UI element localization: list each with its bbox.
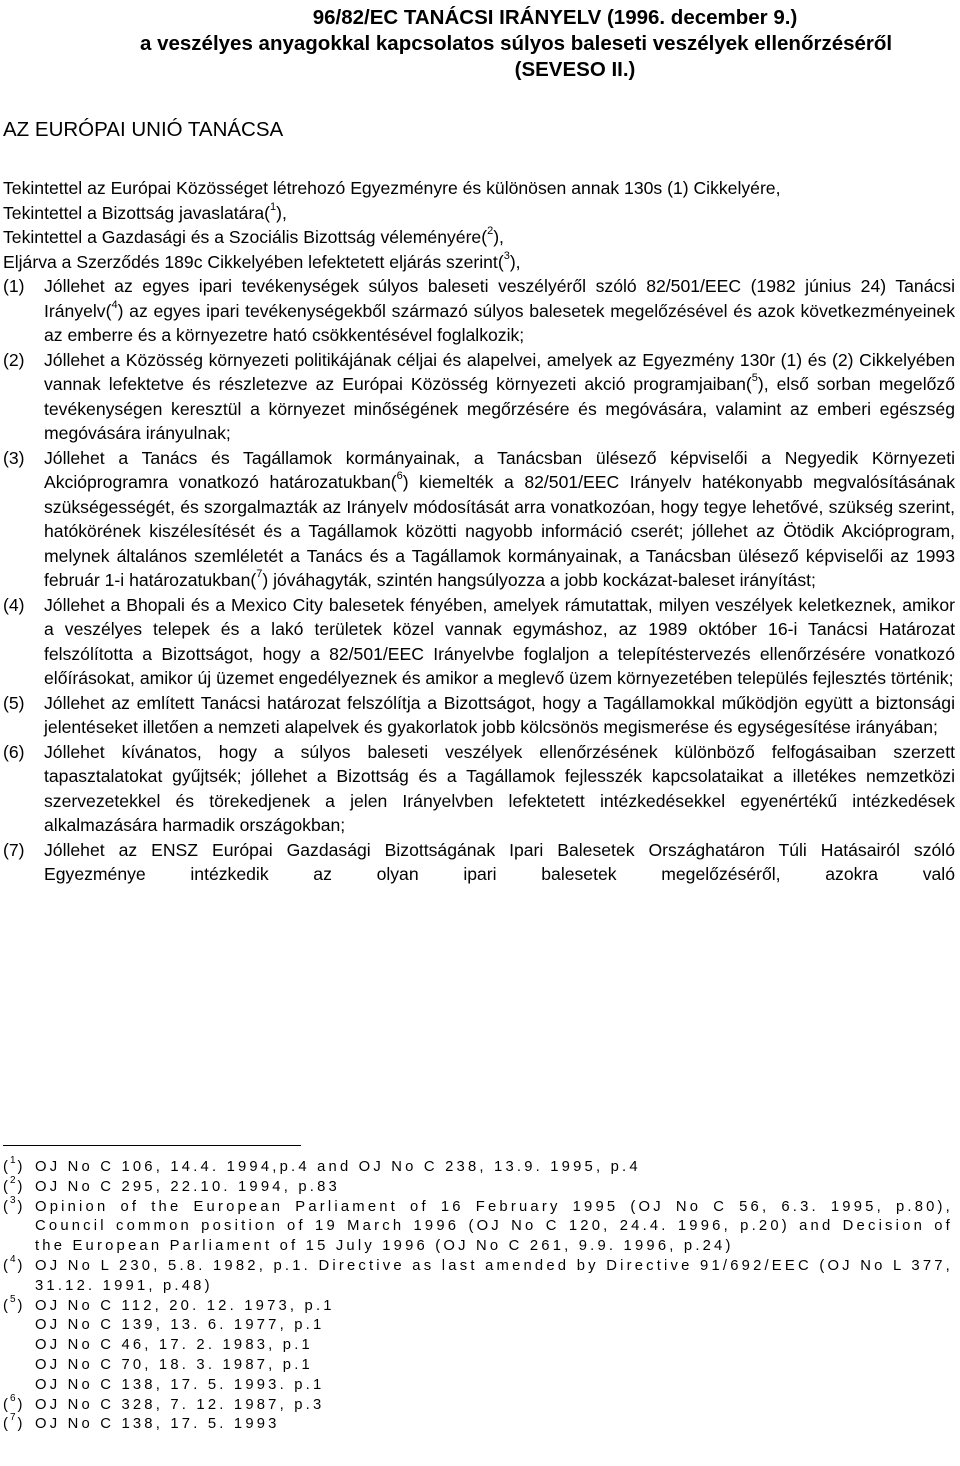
footnote-ref: 1	[269, 200, 277, 213]
recital-text: Jóllehet a Közösség környezeti politikájának céljai és alapelvei, amelyek az Egyezmény 130r (1) és (2) Cikkelyében vannak lefektetve és részletezve az Európai Közösség környezeti akció programjaiban($^5$), első sorban megelőző tevékenységen keresztül a környezet minőségének megőrzésére és megóvására, valamint az emberi egészség megóvására irányulnak;	[44, 349, 955, 443]
citation-1: Tekintettel az Európai Közösséget létrehozó Egyezményre és különösen annak 130s (1) Cikkelyére,	[3, 178, 781, 198]
footnote-6	[3, 1392, 953, 1416]
footnote-7	[3, 1412, 953, 1435]
footnote-mark: ($^3$)	[3, 1194, 25, 1215]
recital-number: (7)	[3, 839, 25, 860]
recital-number: (2)	[3, 349, 25, 370]
footnote-ref: 3	[503, 249, 510, 262]
footnote-text	[35, 1297, 953, 1396]
recital-text: Jóllehet a Tanács és Tagállamok kormányainak, a Tanácsban ülésező képviselői a Negyedik Környezeti Akcióprogramra vonatkozó határozatukban($^6$) kiemelték a 82/501/EEC Irányelv hatékonyabb megvalósításának szükségességét, és szorgalmazták az Irányelv módosítását arra vonatkozóan, hogy tegye lehetővé, szükség szerint, hatókörének kiszélesítését és a Tagállamok közötti nagyobb információ cserét; jóllehet az Ötödik Akcióprogram, melynek általános szemléletét a Tanács és a Tagállamok kormányainak, a Tanácsban ülésező képviselői az 1993 február 1-i határozatukban($^7$) jóváhagyták, szintén hangsúlyozza a jobb kockázat-baleset irányítást;	[44, 447, 955, 590]
recital-text: Jóllehet a Bhopali és a Mexico City balesetek fényében, amelyek rámutattak, milyen veszélyek keletkeznek, amikor a veszélyes telepek és a lakó területek közel vannak egymáshoz, az 1989 október 16-i Tanácsi Határozat felszólította a Bizottságot, hogy a 82/501/EEC Irányelvbe foglaljon a telepítéstervezés ellenőrzésére vonatkozó előírásokat, amikor új üzemet engedélyeznek és amikor a meglevő üzem környezetében település fejlesztés történik;	[44, 594, 955, 688]
footnote-line: OJ No C 138, 17. 5. 1993. p.1	[35, 1376, 325, 1393]
footnote-ref: 5	[751, 372, 758, 385]
footnote-line: OJ No C 139, 13. 6. 1977, p.1	[35, 1317, 325, 1334]
recital-number: (6)	[3, 741, 25, 762]
footnote-2	[3, 1174, 953, 1198]
recital-number: (5)	[3, 692, 25, 713]
recital-7	[3, 838, 955, 887]
recital-1	[3, 274, 955, 348]
recital-2	[3, 348, 955, 446]
footnote-ref: 2	[487, 225, 494, 238]
footnote-ref: 4	[111, 298, 118, 311]
recital-4	[3, 593, 955, 691]
title-line-3: (SEVESO II.)	[514, 58, 636, 81]
recital-text: Jóllehet az egyes ipari tevékenységek súlyos baleseti veszélyéről szóló 82/501/EEC (1982 június 24) Tanácsi Irányelv($^4$) az egyes ipari tevékenységekből származó súlyos balesetek megelőzésével és azok következményeinek az emberre és a környezetre ható csökkentésével foglalkozik;	[44, 276, 955, 345]
document-body	[3, 176, 955, 887]
footnote-ref: 6	[396, 470, 403, 483]
recital-6	[3, 740, 955, 838]
title-line-2: a veszélyes anyagokkal kapcsolatos súlyos baleseti veszélyek ellenőrzéséről	[140, 32, 893, 55]
footnote-mark: ($^5$)	[3, 1293, 25, 1314]
footnote-text: OJ No C 328, 7. 12. 1987, p.3	[35, 1396, 325, 1413]
footnote-separator	[3, 1145, 301, 1146]
recital-text: Jóllehet az ENSZ Európai Gazdasági Bizottságának Ipari Balesetek Országhatáron Túli Hatásairól szóló Egyezménye intézkedik az olyan ipari balesetek megelőzéséről, azokra való	[44, 839, 955, 884]
recital-number: (1)	[3, 276, 25, 296]
footnote-text: OJ No C 295, 22.10. 1994, p.83	[35, 1178, 340, 1195]
footnote-mark: ($^2$)	[3, 1174, 25, 1195]
footnote-text: OJ No C 106, 14.4. 1994,p.4 and OJ No C 238, 13.9. 1995, p.4	[35, 1159, 641, 1175]
citation-2: Tekintettel a Bizottság javaslatára($^1$),	[3, 200, 287, 223]
footnote-line: OJ No C 70, 18. 3. 1987, p.1	[35, 1356, 313, 1373]
title-line-1: 96/82/EC TANÁCSI IRÁNYELV (1996. december 9.)	[312, 6, 798, 29]
recital-3	[3, 446, 955, 593]
citation-3: Tekintettel a Gazdasági és a Szociális Bizottság véleményére($^2$),	[3, 225, 504, 247]
document-title	[140, 5, 930, 83]
footnote-mark: ($^7$)	[3, 1412, 25, 1433]
footnote-text: Opinion of the European Parliament of 16 February 1995 (OJ No C 56, 6.3. 1995, p.80), Council common position of 19 March 1996 (OJ No C 120, 24.4. 1996, p.20) and Decision of the European Parliament of 15 July 1996 (OJ No C 261, 9.9. 1996, p.24)	[35, 1198, 953, 1255]
footnote-line: OJ No C 46, 17. 2. 1983, p.1	[35, 1337, 313, 1354]
footnote-line: OJ No C 112, 20. 12. 1973, p.1	[35, 1297, 335, 1314]
recital-number: (3)	[3, 447, 25, 468]
footnote-1	[3, 1155, 953, 1178]
footnote-text: OJ No L 230, 5.8. 1982, p.1. Directive as last amended by Directive 91/692/EEC (OJ No L 377, 31.12. 1991, p.48)	[35, 1257, 953, 1294]
footnote-mark: ($^1$)	[3, 1155, 25, 1175]
recital-text: Jóllehet az említett Tanácsi határozat felszólítja a Bizottságot, hogy a Tagállamokkal működjön együtt a biztonsági jelentéseket illetően a nemzeti alapelvek és gyakorlatok jobb kölcsönös megismerése és egységesítése irányában;	[44, 692, 955, 737]
footnote-text: OJ No C 138, 17. 5. 1993	[35, 1416, 280, 1433]
council-heading: AZ EURÓPAI UNIÓ TANÁCSA	[3, 118, 284, 141]
footnote-5	[3, 1293, 953, 1396]
footnote-mark: ($^6$)	[3, 1392, 25, 1413]
footnote-3	[3, 1194, 953, 1257]
recital-number: (4)	[3, 594, 25, 615]
footnote-ref: 7	[256, 568, 263, 581]
footnote-4	[3, 1254, 953, 1297]
footnotes	[3, 1155, 953, 1435]
recital-text: Jóllehet kívánatos, hogy a súlyos baleseti veszélyek ellenőrzésének különböző felfogásaiban szerzett tapasztalatokat gyűjtsék; jóllehet a Bizottság és a Tagállamok fejlesszék kapcsolataikat a illetékes nemzetközi szervezetekkel és törekedjenek a jelen Irányelvben lefektetett intézkedésekkel egyenértékű intézkedések alkalmazására harmadik országokban;	[44, 741, 955, 835]
citation-4: Eljárva a Szerződés 189c Cikkelyében lefektetett eljárás szerint($^3$),	[3, 249, 521, 272]
recital-5	[3, 691, 955, 740]
footnote-mark: ($^4$)	[3, 1254, 25, 1274]
